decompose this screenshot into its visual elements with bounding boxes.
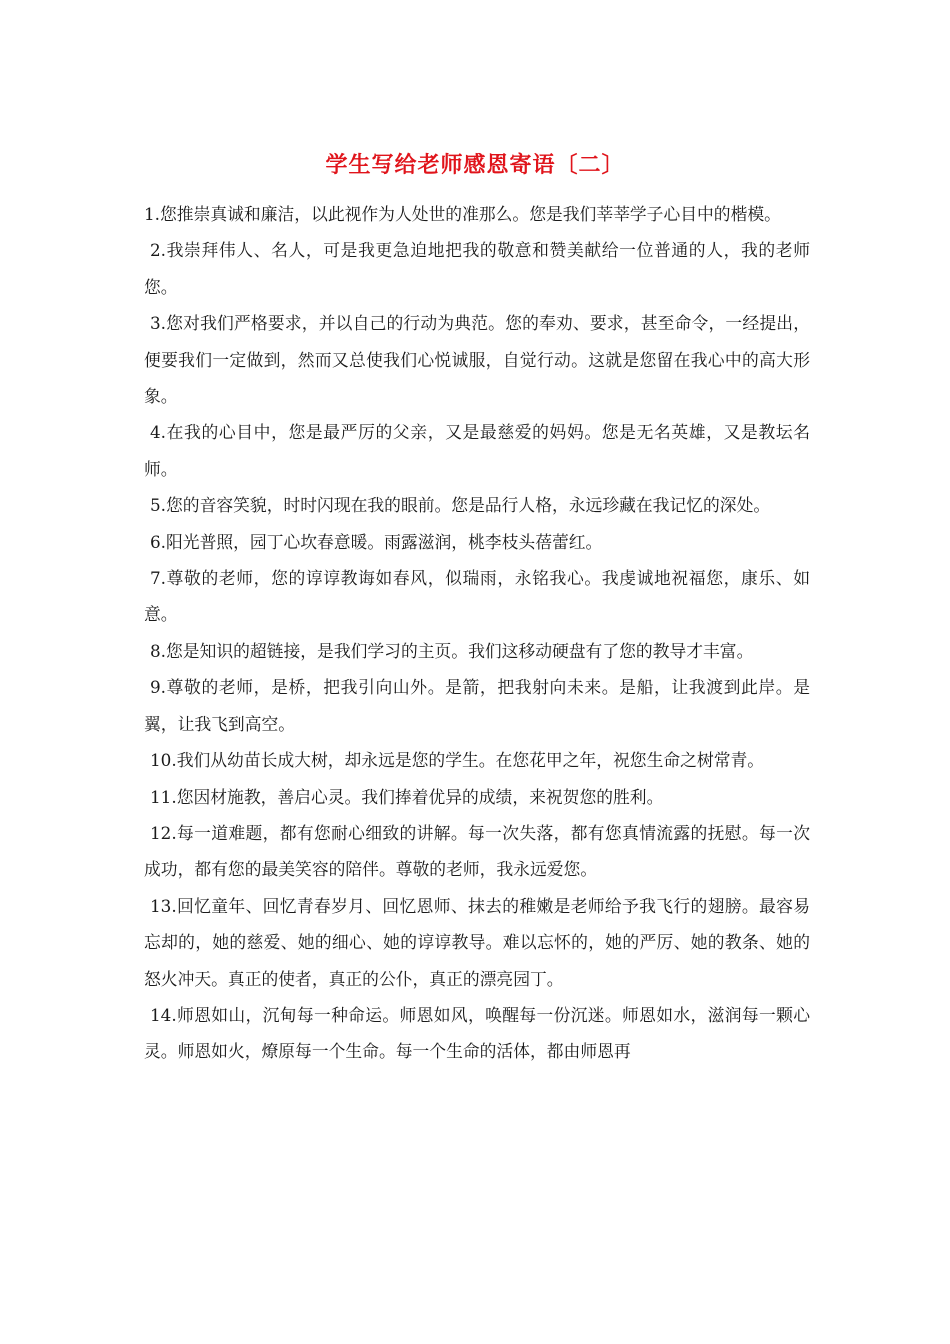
paragraph-5: 5.您的音容笑貌，时时闪现在我的眼前。您是品行人格，永远珍藏在我记忆的深处。 <box>150 495 771 516</box>
paragraph-7: 7.尊敬的老师，您的谆谆教诲如春风，似瑞雨，永铭我心。我虔诚地祝福您，康乐、如意。 <box>144 568 810 625</box>
paragraph-8: 8.您是知识的超链接，是我们学习的主页。我们这移动硬盘有了您的教导才丰富。 <box>150 640 754 661</box>
paragraph-4: 4.在我的心目中，您是最严厉的父亲，又是最慈爱的妈妈。您是无名英雄，又是教坛名师。 <box>144 422 810 479</box>
paragraph-1: 1.您推崇真诚和廉洁，以此视作为人处世的准那么。您是我们莘莘学子心目中的楷模。 <box>144 204 781 224</box>
paragraph-14: 14.师恩如山，沉甸每一种命运。师恩如风，唤醒每一份沉迷。师恩如水，滋润每一颗心灵。师恩如火，燎原每一个生命。每一个生命的活体，都由师恩再 <box>144 1004 810 1062</box>
paragraph-9: 9.尊敬的老师，是桥，把我引向山外。是箭，把我射向未来。是船，让我渡到此岸。是翼，让我飞到高空。 <box>144 677 810 734</box>
paragraph-3: 3.您对我们严格要求，并以自己的行动为典范。您的奉劝、要求，甚至命令，一经提出，便要我们一定做到，然而又总使我们心悦诚服，自觉行动。这就是您留在我心中的高大形象。 <box>144 313 810 407</box>
page-title: 学生写给老师感恩寄语〔二〕 <box>325 152 625 178</box>
paragraph-12: 12.每一道难题，都有您耐心细致的讲解。每一次失落，都有您真情流露的抚慰。每一次成功，都有您的最美笑容的陪伴。尊敬的老师，我永远爱您。 <box>144 822 810 880</box>
paragraph-6: 6.阳光普照，园丁心坎春意暖。雨露滋润，桃李枝头蓓蕾红。 <box>150 531 603 552</box>
paragraph-11: 11.您因材施教，善启心灵。我们捧着优异的成绩，来祝贺您的胜利。 <box>150 786 664 807</box>
paragraph-2: 2.我崇拜伟人、名人，可是我更急迫地把我的敬意和赞美献给一位普通的人，我的老师您。 <box>144 240 810 297</box>
paragraph-10: 10.我们从幼苗长成大树，却永远是您的学生。在您花甲之年，祝您生命之树常青。 <box>150 750 765 771</box>
paragraph-13: 13.回忆童年、回忆青春岁月、回忆恩师、抹去的稚嫩是老师给予我飞行的翅膀。最容易忘却的，她的慈爱、她的细心、她的谆谆教导。难以忘怀的，她的严厉、她的教条、她的怒火冲天。真正的使者，真正的公仆，真正的漂亮园丁。 <box>144 895 810 989</box>
document-body <box>144 196 810 1070</box>
